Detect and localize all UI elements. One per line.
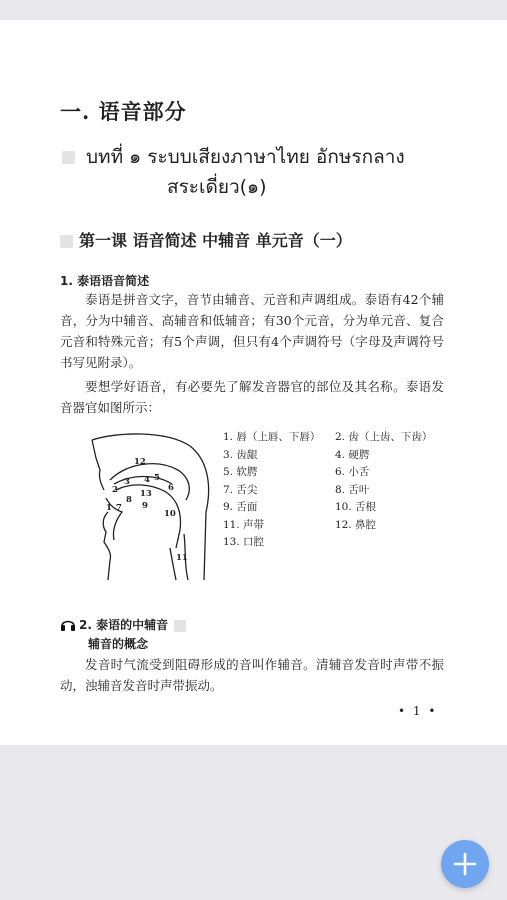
lesson-title-row <box>60 228 352 251</box>
lesson-title: 第一课 语音简述 中辅音 单元音（一） <box>79 231 352 250</box>
paragraph: 泰语是拼音文字，音节由辅音、元音和声调组成。泰语有42个辅音，分为中辅音、高辅音和低辅音；有30个元音，分为单元音、复合元音和特殊元音；有5个声调，但只有4个声调符号（字母及声调符号书写见附录）。 <box>60 292 444 370</box>
diagram-label: 10 <box>164 509 176 519</box>
legend-item: 6. 小舌 <box>335 466 370 478</box>
plus-icon <box>453 852 477 876</box>
legend-item: 7. 舌尖 <box>223 483 258 496</box>
legend-item: 4. 硬腭 <box>335 448 370 461</box>
legend-item: 10. 舌根 <box>335 501 377 513</box>
add-button[interactable] <box>441 840 489 888</box>
chapter-title: 一. 语音部分 <box>60 99 187 124</box>
diagram-label: 12 <box>134 457 146 467</box>
diagram-label: 3 <box>124 477 130 487</box>
thai-heading-line2: สระเดี่ยว(๑) <box>167 176 267 198</box>
headphones-icon[interactable] <box>60 617 76 631</box>
diagram-legend <box>223 429 445 552</box>
legend-item: 5. 软腭 <box>223 466 258 478</box>
paragraph: 发音时气流受到阻碍形成的音叫作辅音。清辅音发音时声带不振动，浊辅音发音时声带振动。 <box>60 657 444 693</box>
diagram-label: 8 <box>126 495 132 505</box>
thai-heading-line1: บทที่ ๑ ระบบเสียงภาษาไทย อักษรกลาง <box>86 146 405 168</box>
section-title: 1. 泰语语音简述 <box>60 274 150 288</box>
diagram-label: 11 <box>176 553 188 563</box>
legend-item: 9. 舌面 <box>223 501 258 513</box>
diagram-label: 5 <box>154 473 160 483</box>
legend-item: 2. 齿（上齿、下齿） <box>335 431 433 443</box>
diagram-label: 9 <box>142 501 148 511</box>
paragraph: 要想学好语音，有必要先了解发音器官的部位及其名称。泰语发音器官如图所示： <box>60 379 444 415</box>
diagram-label: 7 <box>116 503 122 513</box>
legend-item: 11. 声带 <box>223 518 265 531</box>
page-number: • 1 • <box>398 704 438 718</box>
document-page <box>0 20 507 745</box>
audio-marker-icon[interactable] <box>62 151 75 164</box>
legend-item: 12. 鼻腔 <box>335 518 377 531</box>
diagram-label: 13 <box>140 489 152 499</box>
status-bar <box>0 0 507 20</box>
subsection-title: 辅音的概念 <box>88 637 149 651</box>
diagram-label: 2 <box>112 485 118 495</box>
audio-marker-icon[interactable] <box>60 235 73 248</box>
vocal-organs-diagram <box>86 430 214 582</box>
audio-marker-icon[interactable] <box>174 620 186 632</box>
diagram-label: 4 <box>144 475 150 485</box>
section-title: 2. 泰语的中辅音 <box>79 618 169 632</box>
legend-item: 1. 唇（上唇、下唇） <box>223 431 321 443</box>
legend-item: 3. 齿龈 <box>223 448 258 461</box>
diagram-label: 1 <box>106 503 112 513</box>
diagram-label: 6 <box>168 483 174 493</box>
section-title-row <box>60 616 186 633</box>
legend-item: 8. 舌叶 <box>335 483 370 496</box>
legend-item: 13. 口腔 <box>223 536 265 548</box>
